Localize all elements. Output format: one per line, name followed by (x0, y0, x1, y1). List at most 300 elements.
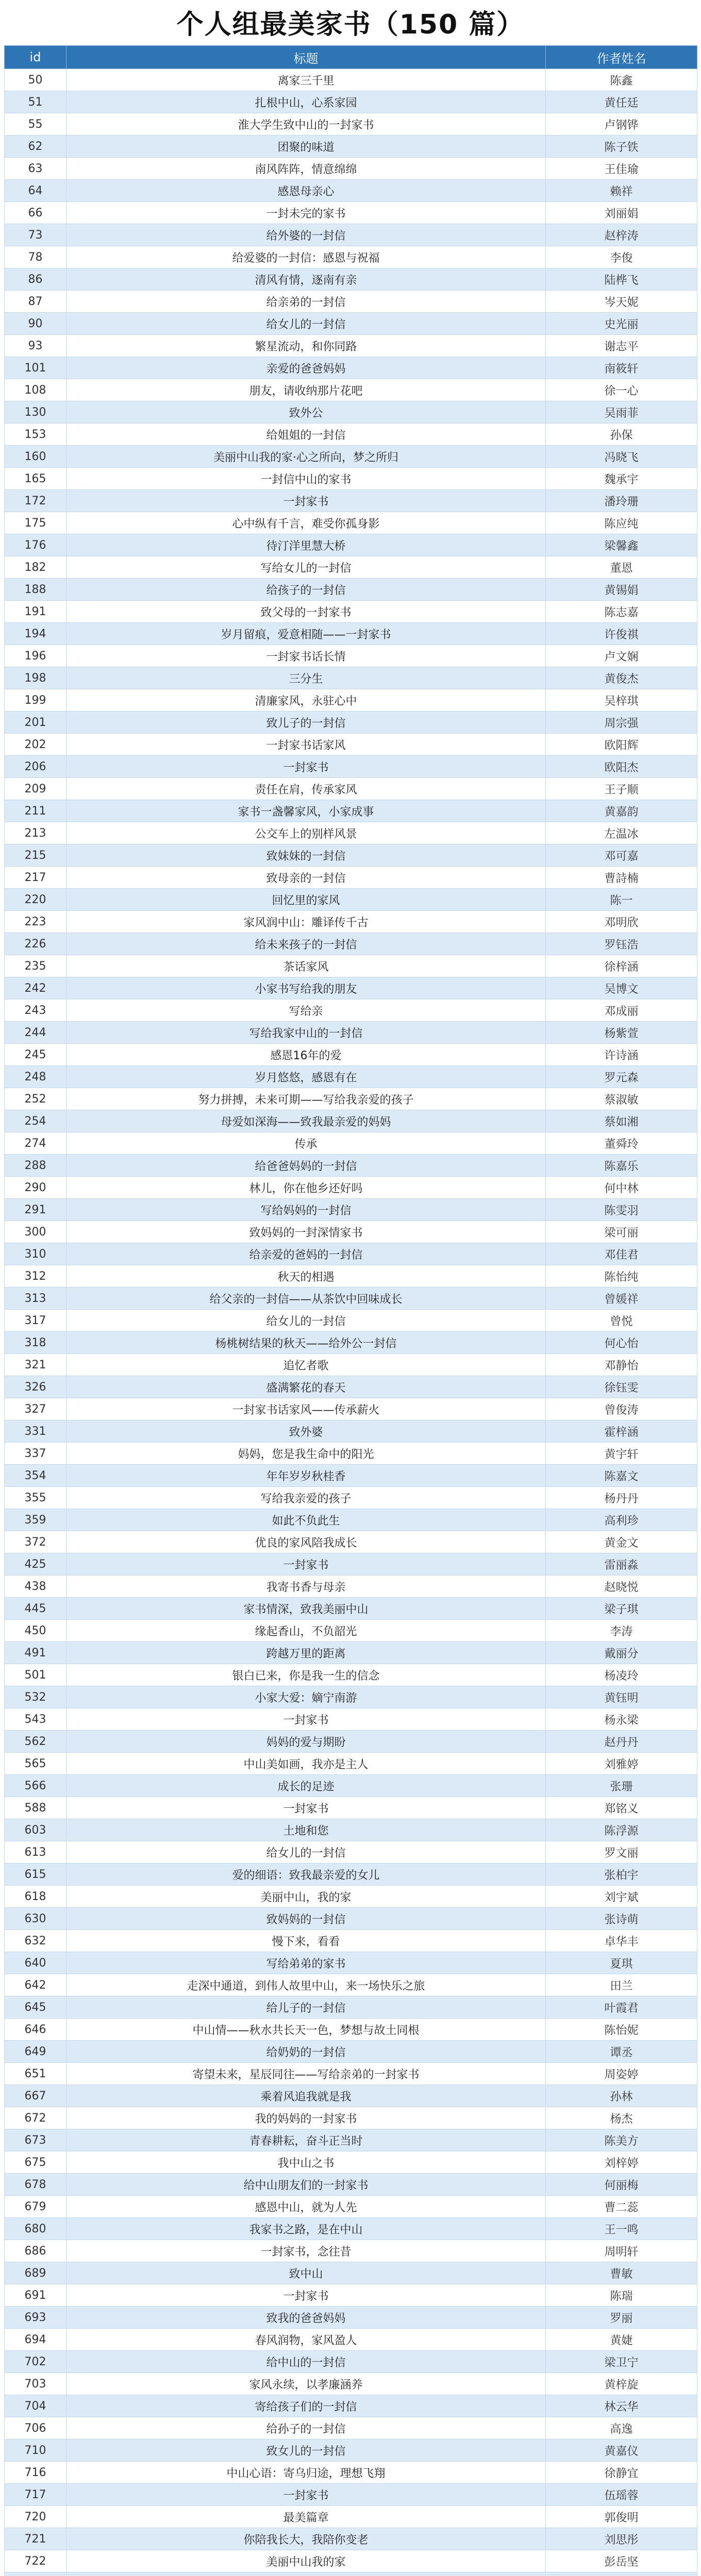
id-cell: 55 (5, 113, 66, 135)
author-cell: 徐梓涵 (546, 955, 697, 977)
title-cell: 给孩子的一封信 (66, 579, 546, 601)
title-cell: 银白已来，你是我一生的信念 (66, 1664, 546, 1686)
id-cell: 62 (5, 135, 66, 158)
title-cell: 美丽中山，我的家 (66, 1886, 546, 1908)
table-row (5, 91, 697, 113)
author-cell: 陈应纯 (546, 512, 697, 534)
id-cell: 86 (5, 268, 66, 291)
author-cell: 陈一 (546, 889, 697, 911)
author-cell: 杨凌玲 (546, 1664, 697, 1686)
id-cell: 51 (5, 91, 66, 113)
id-cell: 327 (5, 1398, 66, 1420)
id-cell: 188 (5, 579, 66, 601)
title-cell: 写给我亲爱的孩子 (66, 1487, 546, 1509)
title-cell: 心中纵有千言，难受你孤身影 (66, 512, 546, 534)
id-cell: 312 (5, 1265, 66, 1287)
author-cell: 邓佳君 (546, 1243, 697, 1265)
table-row (5, 1620, 697, 1642)
table-row (5, 689, 697, 711)
id-cell: 243 (5, 999, 66, 1022)
id-cell: 78 (5, 246, 66, 268)
author-cell: 霍梓涵 (546, 1420, 697, 1443)
id-cell: 646 (5, 2019, 66, 2041)
title-cell: 努力拼搏，未来可期——写给我亲爱的孩子 (66, 1088, 546, 1110)
author-cell: 何丽梅 (546, 2174, 697, 2196)
table-row (5, 246, 697, 268)
title-cell: 写给女儿的一封信 (66, 556, 546, 579)
id-cell: 209 (5, 778, 66, 800)
author-cell: 黄梓旋 (546, 2373, 697, 2395)
title-cell: 写给弟弟的家书 (66, 1952, 546, 1974)
author-cell: 黄婕 (546, 2329, 697, 2351)
title-cell: 一封家书，念往昔 (66, 2240, 546, 2262)
table-row (5, 1686, 697, 1708)
table-row (5, 180, 697, 202)
table-row (5, 158, 697, 180)
column-header-id: id (5, 46, 66, 69)
table-row (5, 2307, 697, 2329)
title-cell: 我家书之路，是在中山 (66, 2218, 546, 2240)
title-cell: 中山情——秋水共长天一色，梦想与故土同根 (66, 2019, 546, 2041)
id-cell: 588 (5, 1797, 66, 1819)
title-cell: 给爱婆的一封信：感恩与祝福 (66, 246, 546, 268)
author-cell: 杨杰 (546, 2107, 697, 2129)
id-cell: 199 (5, 689, 66, 711)
id-cell: 703 (5, 2373, 66, 2395)
id-cell: 673 (5, 2129, 66, 2151)
title-cell: 致外公 (66, 401, 546, 423)
table-row (5, 867, 697, 889)
id-cell: 667 (5, 2085, 66, 2107)
table-row (5, 977, 697, 999)
table-row (5, 1753, 697, 1775)
id-cell: 130 (5, 401, 66, 423)
table-row (5, 1775, 697, 1797)
table-row (5, 1465, 697, 1487)
title-cell: 一封家书 (66, 2484, 546, 2506)
title-cell: 一封家书 (66, 2284, 546, 2307)
author-cell: 卢钢铧 (546, 113, 697, 135)
author-cell: 孙林 (546, 2085, 697, 2107)
title-cell: 清廉家风，永驻心中 (66, 689, 546, 711)
author-cell: 罗丽 (546, 2307, 697, 2329)
id-cell: 321 (5, 1354, 66, 1376)
table-body (5, 69, 697, 2576)
table-row (5, 2129, 697, 2151)
table-row (5, 1841, 697, 1863)
table-row (5, 379, 697, 401)
author-cell: 李涛 (546, 1620, 697, 1642)
table-row (5, 2041, 697, 2063)
table-row (5, 2284, 697, 2307)
title-cell: 朋友，请收纳那片花吧 (66, 379, 546, 401)
title-cell: 致中山 (66, 2262, 546, 2284)
id-cell: 288 (5, 1155, 66, 1177)
author-cell: 陆桦飞 (546, 268, 697, 291)
title-cell: 致妈妈的一封信 (66, 1908, 546, 1930)
table-row (5, 2572, 697, 2576)
id-cell: 678 (5, 2174, 66, 2196)
table-row (5, 2351, 697, 2373)
author-cell: 董恩 (546, 556, 697, 579)
table-row (5, 2506, 697, 2528)
table-row (5, 1819, 697, 1841)
column-header-title: 标题 (66, 46, 546, 69)
title-cell: 感恩中山，就为人先 (66, 2196, 546, 2218)
title-cell: 给亲爱的爸妈的一封信 (66, 1243, 546, 1265)
title-cell: 给奶奶的一封信 (66, 2041, 546, 2063)
title-cell: 青春耕耘，奋斗正当时 (66, 2129, 546, 2151)
id-cell: 716 (5, 2462, 66, 2484)
title-cell: 致父母的一封家书 (66, 601, 546, 623)
table-row (5, 224, 697, 246)
title-cell: 致儿子的一封信 (66, 711, 546, 734)
id-cell: 651 (5, 2063, 66, 2085)
table-header (5, 46, 697, 69)
title-cell: 团聚的味道 (66, 135, 546, 158)
title-cell: 美丽中山我的家·心之所向，梦之所归 (66, 446, 546, 468)
table-row (5, 999, 697, 1022)
table-row (5, 579, 697, 601)
id-cell: 63 (5, 158, 66, 180)
id-cell: 242 (5, 977, 66, 999)
id-cell: 337 (5, 1443, 66, 1465)
title-cell: 一封家书 (66, 1708, 546, 1731)
title-cell: 林儿，你在他乡还好吗 (66, 1177, 546, 1199)
author-cell: 黄任廷 (546, 91, 697, 113)
author-cell: 黄宇轩 (546, 1443, 697, 1465)
table-row (5, 1575, 697, 1598)
id-cell: 235 (5, 955, 66, 977)
author-cell: 许俊祺 (546, 623, 697, 645)
title-cell: 致妈妈的一封深情家书 (66, 1221, 546, 1243)
id-cell: 223 (5, 911, 66, 933)
table-row (5, 1509, 697, 1531)
title-cell: 一封家书 (66, 756, 546, 778)
table-row (5, 1332, 697, 1354)
title-cell: 致女儿的一封信 (66, 2439, 546, 2462)
author-cell: 刘梓婷 (546, 2151, 697, 2174)
author-cell: 陈浮源 (546, 1819, 697, 1841)
title-cell: 成长的足迹 (66, 1775, 546, 1797)
id-cell: 254 (5, 1110, 66, 1132)
table-row (5, 1354, 697, 1376)
title-cell: 致母亲的一封信 (66, 867, 546, 889)
table-row (5, 889, 697, 911)
id-cell: 445 (5, 1598, 66, 1620)
id-cell: 501 (5, 1664, 66, 1686)
title-cell: 清风有情，逐南有亲 (66, 268, 546, 291)
id-cell: 562 (5, 1731, 66, 1753)
author-cell: 刘思彤 (546, 2528, 697, 2550)
title-cell: 一封家书话长情 (66, 645, 546, 667)
author-cell: 蔡如湘 (546, 1110, 697, 1132)
title-cell: 妈妈的爱与期盼 (66, 1731, 546, 1753)
title-cell: 给爸爸妈妈的一封信 (66, 1155, 546, 1177)
id-cell: 615 (5, 1863, 66, 1886)
title-cell: 我的妈妈的一封家书 (66, 2107, 546, 2129)
table-row (5, 1908, 697, 1930)
author-cell: 陈子铁 (546, 135, 697, 158)
author-cell: 周宗强 (546, 711, 697, 734)
table-row (5, 135, 697, 158)
id-cell: 720 (5, 2506, 66, 2528)
id-cell: 691 (5, 2284, 66, 2307)
id-cell: 226 (5, 933, 66, 955)
table-row (5, 1863, 697, 1886)
author-cell: 黄锡娟 (546, 579, 697, 601)
title-cell: 妈妈，您是我生命中的阳光 (66, 1443, 546, 1465)
table-row (5, 1310, 697, 1332)
table-row (5, 1731, 697, 1753)
table-row (5, 1265, 697, 1287)
author-cell: 彭岳坚 (546, 2550, 697, 2572)
id-cell: 248 (5, 1066, 66, 1088)
author-cell: 赖祥 (546, 180, 697, 202)
title-cell: 三分生 (66, 667, 546, 689)
author-cell: 赵晓悦 (546, 1575, 697, 1598)
id-cell: 717 (5, 2484, 66, 2506)
id-cell: 196 (5, 645, 66, 667)
author-cell: 刘丽娟 (546, 202, 697, 224)
author-cell: 曾悦 (546, 1310, 697, 1332)
id-cell: 689 (5, 2262, 66, 2284)
author-cell: 林云华 (546, 2395, 697, 2417)
table-row (5, 2462, 697, 2484)
title-cell: 我寄书香与母亲 (66, 1575, 546, 1598)
title-cell: 我中山之书 (66, 2151, 546, 2174)
table-row (5, 1376, 697, 1398)
author-cell: 邓静怡 (546, 1354, 697, 1376)
id-cell: 645 (5, 1996, 66, 2019)
entries-table (4, 45, 697, 2576)
column-header-author: 作者姓名 (546, 46, 697, 69)
table-row (5, 1642, 697, 1664)
id-cell: 213 (5, 822, 66, 844)
id-cell: 290 (5, 1177, 66, 1199)
author-cell: 赵丹丹 (546, 1731, 697, 1753)
id-cell: 649 (5, 2041, 66, 2063)
title-cell: 公交车上的别样风景 (66, 822, 546, 844)
id-cell: 90 (5, 313, 66, 335)
author-cell: 黄嘉仪 (546, 2439, 697, 2462)
author-cell: 周姿婷 (546, 2063, 697, 2085)
id-cell: 640 (5, 1952, 66, 1974)
id-cell: 194 (5, 623, 66, 645)
author-cell: 黄嘉韵 (546, 800, 697, 822)
table-row (5, 556, 697, 579)
title-cell: 传承 (66, 1132, 546, 1155)
title-cell: 乘着风追我就是我 (66, 2085, 546, 2107)
author-cell: 梁卫宁 (546, 2351, 697, 2373)
id-cell: 565 (5, 1753, 66, 1775)
title-cell: 给外婆的一封信 (66, 224, 546, 246)
table-row (5, 534, 697, 556)
author-cell: 张诗萌 (546, 1908, 697, 1930)
id-cell: 680 (5, 2218, 66, 2240)
table-row (5, 1930, 697, 1952)
id-cell: 331 (5, 1420, 66, 1443)
id-cell: 354 (5, 1465, 66, 1487)
table-row (5, 1177, 697, 1199)
id-cell: 603 (5, 1819, 66, 1841)
author-cell: 曹詩楠 (546, 867, 697, 889)
title-cell: 给儿子的一封信 (66, 1996, 546, 2019)
id-cell: 706 (5, 2417, 66, 2439)
author-cell: 陈怡纯 (546, 1265, 697, 1287)
table-row (5, 2329, 697, 2351)
id-cell: 101 (5, 357, 66, 379)
author-cell: 蔡淑敏 (546, 1088, 697, 1110)
table-row (5, 911, 697, 933)
id-cell: 450 (5, 1620, 66, 1642)
table-row (5, 2240, 697, 2262)
title-cell: 一封信中山的家书 (66, 468, 546, 490)
id-cell: 359 (5, 1509, 66, 1531)
author-cell: 黄金文 (546, 1531, 697, 1553)
table-row (5, 2417, 697, 2439)
table-row (5, 822, 697, 844)
title-cell: 杨桃树结果的秋天——给外公一封信 (66, 1332, 546, 1354)
author-cell: 徐静宜 (546, 2462, 697, 2484)
table-row (5, 1022, 697, 1044)
table-row (5, 2262, 697, 2284)
id-cell: 160 (5, 446, 66, 468)
title-cell: 写给亲 (66, 999, 546, 1022)
title-cell (66, 2572, 546, 2576)
author-cell: 赵梓涛 (546, 224, 697, 246)
table-row (5, 1952, 697, 1974)
id-cell: 73 (5, 224, 66, 246)
title-cell: 慢下来，看看 (66, 1930, 546, 1952)
title-cell: 最美篇章 (66, 2506, 546, 2528)
title-cell: 回忆里的家风 (66, 889, 546, 911)
id-cell: 710 (5, 2439, 66, 2462)
table-row (5, 202, 697, 224)
title-cell: 母爱如深海——致我最亲爱的妈妈 (66, 1110, 546, 1132)
title-cell: 一封家书话家风 (66, 734, 546, 756)
id-cell: 630 (5, 1908, 66, 1930)
author-cell: 何中林 (546, 1177, 697, 1199)
id-cell: 317 (5, 1310, 66, 1332)
id-cell: 679 (5, 2196, 66, 2218)
table-row (5, 1155, 697, 1177)
author-cell: 邓可嘉 (546, 844, 697, 867)
table-row (5, 1066, 697, 1088)
author-cell: 周明轩 (546, 2240, 697, 2262)
author-cell: 张珊 (546, 1775, 697, 1797)
title-cell: 盛满繁花的春天 (66, 1376, 546, 1398)
table-row (5, 844, 697, 867)
id-cell: 206 (5, 756, 66, 778)
title-cell: 一封家书话家风——传承薪火 (66, 1398, 546, 1420)
author-cell: 南筱轩 (546, 357, 697, 379)
table-row (5, 1132, 697, 1155)
id-cell: 215 (5, 844, 66, 867)
author-cell: 李俊 (546, 246, 697, 268)
author-cell: 高逸 (546, 2417, 697, 2439)
author-cell: 伍瑶蓉 (546, 2484, 697, 2506)
author-cell: 刘宇斌 (546, 1886, 697, 1908)
title-cell: 家书一盏馨家风，小家成事 (66, 800, 546, 822)
id-cell: 672 (5, 2107, 66, 2129)
title-cell: 你陪我长大，我陪你变老 (66, 2528, 546, 2550)
table-row (5, 512, 697, 534)
id-cell: 66 (5, 202, 66, 224)
table-row (5, 2528, 697, 2550)
id-cell: 704 (5, 2395, 66, 2417)
id-cell: 675 (5, 2151, 66, 2174)
table-row (5, 2085, 697, 2107)
author-cell: 邓成丽 (546, 999, 697, 1022)
title-cell: 走深中通道，到伟人故里中山，来一场快乐之旅 (66, 1974, 546, 1996)
title-cell: 爱的细语：致我最亲爱的女儿 (66, 1863, 546, 1886)
author-cell (546, 2572, 697, 2576)
id-cell: 702 (5, 2351, 66, 2373)
title-cell: 致妹妹的一封信 (66, 844, 546, 867)
title-cell: 给中山朋友们的一封家书 (66, 2174, 546, 2196)
title-cell: 繁星流动，和你同路 (66, 335, 546, 357)
author-cell: 郭俊明 (546, 2506, 697, 2528)
table-row (5, 335, 697, 357)
title-cell: 一封家书 (66, 1797, 546, 1819)
title-cell: 年年岁岁秋桂香 (66, 1465, 546, 1487)
author-cell: 田兰 (546, 1974, 697, 1996)
table-row (5, 1553, 697, 1575)
author-cell: 黄俊杰 (546, 667, 697, 689)
table-row (5, 2439, 697, 2462)
table-row (5, 1598, 697, 1620)
title-cell: 给女儿的一封信 (66, 313, 546, 335)
table-row (5, 1708, 697, 1731)
id-cell: 244 (5, 1022, 66, 1044)
author-cell: 孙保 (546, 423, 697, 446)
table-row (5, 2395, 697, 2417)
author-cell: 陈鑫 (546, 69, 697, 91)
table-row (5, 955, 697, 977)
table-row (5, 490, 697, 512)
author-cell: 陈瑞 (546, 2284, 697, 2307)
table-row (5, 601, 697, 623)
title-cell: 跨越万里的距离 (66, 1642, 546, 1664)
author-cell: 郑铭义 (546, 1797, 697, 1819)
table-row (5, 1443, 697, 1465)
title-cell: 一封家书 (66, 490, 546, 512)
table-row (5, 2107, 697, 2129)
title-cell: 一封未完的家书 (66, 202, 546, 224)
table-row (5, 1398, 697, 1420)
id-cell: 175 (5, 512, 66, 534)
id-cell: 686 (5, 2240, 66, 2262)
author-cell: 王一鸣 (546, 2218, 697, 2240)
id-cell: 252 (5, 1088, 66, 1110)
title-cell: 岁月留痕，爱意相随——一封家书 (66, 623, 546, 645)
table-row (5, 1088, 697, 1110)
table-row (5, 1243, 697, 1265)
author-cell: 雷丽淼 (546, 1553, 697, 1575)
id-cell: 632 (5, 1930, 66, 1952)
title-cell: 如此不负此生 (66, 1509, 546, 1531)
id-cell: 182 (5, 556, 66, 579)
id-cell: 532 (5, 1686, 66, 1708)
table-row (5, 1797, 697, 1819)
author-cell: 王子顺 (546, 778, 697, 800)
table-row (5, 2019, 697, 2041)
table-row (5, 1886, 697, 1908)
author-cell: 王佳瑜 (546, 158, 697, 180)
id-cell: 693 (5, 2307, 66, 2329)
author-cell: 罗钰浩 (546, 933, 697, 955)
